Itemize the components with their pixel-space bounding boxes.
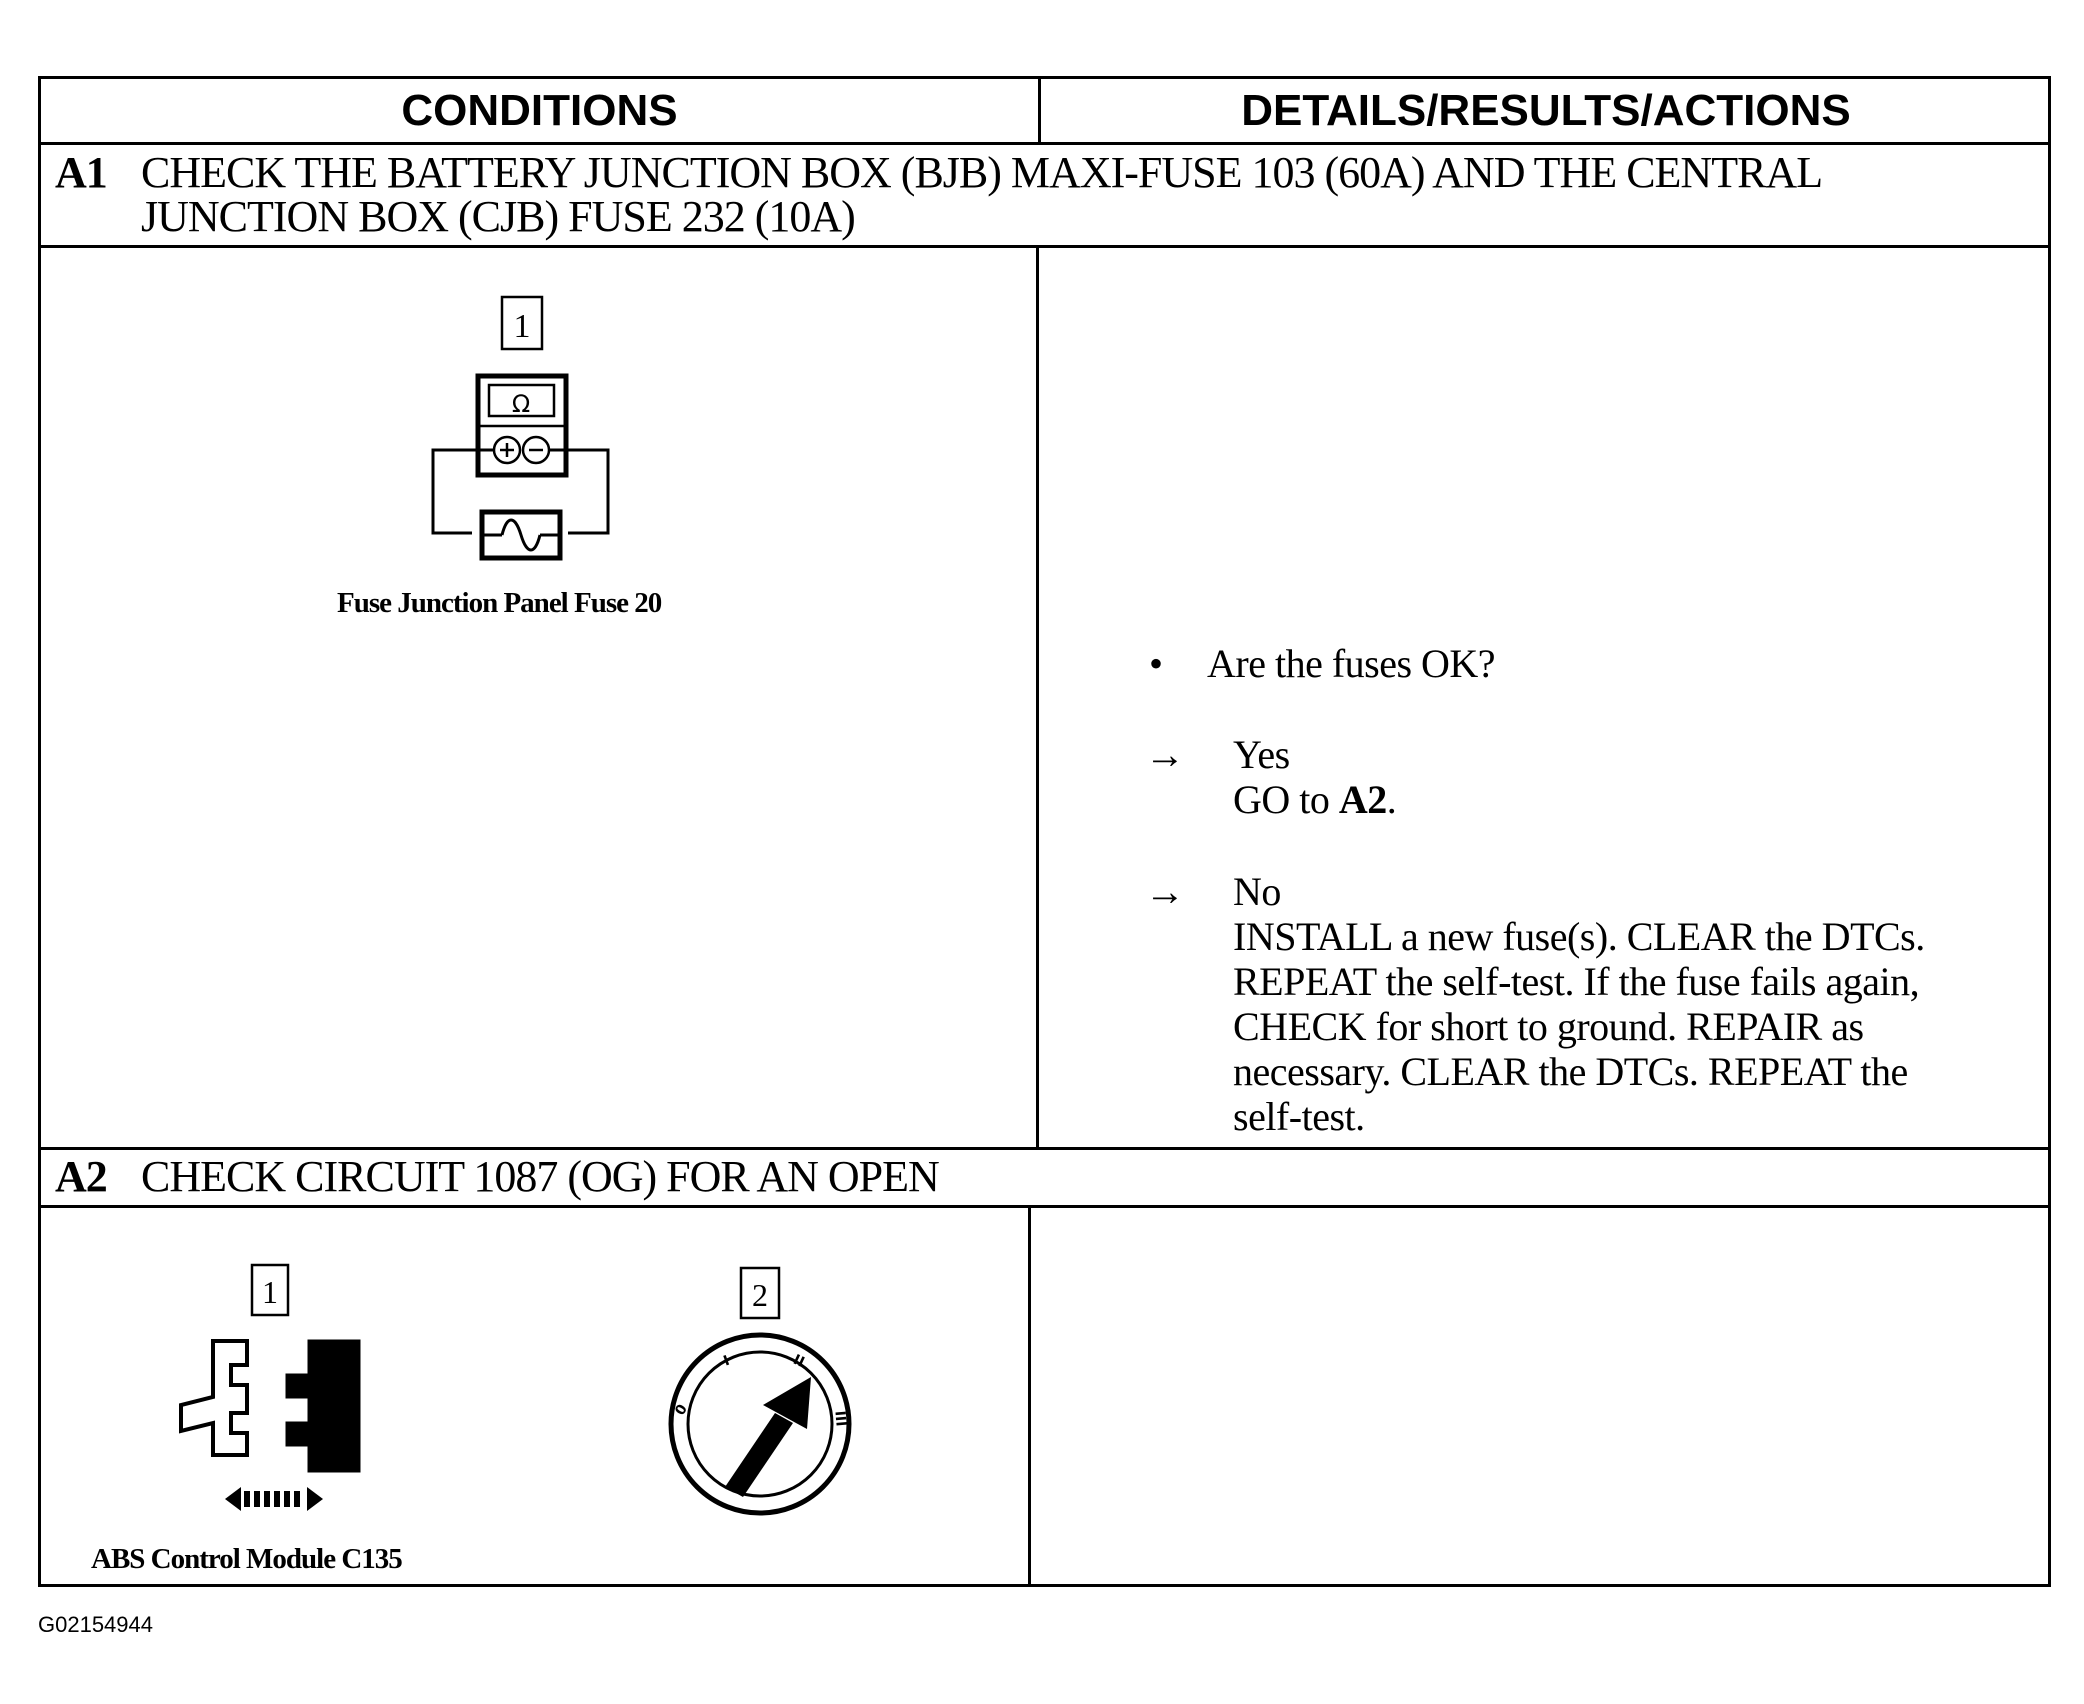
connector-and-switch-diagram (41, 79, 1031, 1584)
question-bullet: • (1149, 641, 1163, 686)
position-2-label: II (790, 1351, 807, 1371)
ignition-switch-icon (671, 1335, 849, 1513)
procedure-table (38, 76, 2051, 1587)
step-a1-id: A1 (55, 148, 107, 197)
ohm-symbol: Ω (511, 390, 531, 418)
connector-disconnect-icon (181, 1341, 359, 1511)
a2-figure-caption: ABS Control Module C135 (91, 1543, 402, 1575)
details-header: DETAILS/RESULTS/ACTIONS (1241, 85, 1851, 135)
yes-label: Yes (1233, 732, 1290, 777)
position-1-label: I (721, 1352, 732, 1370)
step-a2-title: CHECK CIRCUIT 1087 (OG) FOR AN OPEN (141, 1152, 939, 1201)
no-action-line: INSTALL a new fuse(s). CLEAR the DTCs. (1233, 914, 1925, 959)
callout-number: 1 (262, 1274, 278, 1310)
no-label: No (1233, 869, 1281, 914)
callout-box (741, 1268, 779, 1318)
position-3-label: III (831, 1410, 849, 1428)
yes-action-suffix: . (1386, 777, 1397, 822)
yes-action-prefix: GO to (1233, 777, 1339, 822)
yes-arrow: → (1145, 732, 1185, 777)
callout-number: 1 (513, 308, 531, 345)
yes-action-target: A2 (1338, 777, 1387, 822)
figure-id: G02154944 (38, 1612, 153, 1637)
position-0-label: 0 (672, 1401, 691, 1419)
yes-action (1233, 777, 1396, 822)
conditions-header: CONDITIONS (401, 85, 678, 135)
question-text: Are the fuses OK? (1207, 641, 1496, 686)
a1-figure-caption: Fuse Junction Panel Fuse 20 (337, 587, 662, 619)
no-action-line: REPEAT the self-test. If the fuse fails again, (1233, 959, 1920, 1004)
no-action-line: self-test. (1233, 1094, 1365, 1139)
no-action-line: necessary. CLEAR the DTCs. REPEAT the (1233, 1049, 1908, 1094)
callout-box (252, 1265, 288, 1315)
no-action (1233, 914, 2023, 1139)
no-arrow: → (1145, 869, 1185, 914)
no-action-line: CHECK for short to ground. REPAIR as (1233, 1004, 1864, 1049)
step-a1-title: CHECK THE BATTERY JUNCTION BOX (BJB) MAXI-FUSE 103 (60A) AND THE CENTRAL JUNCTION BOX (CJB) FUSE 232 (10A) (141, 148, 1821, 241)
callout-number: 2 (752, 1277, 768, 1313)
step-a2-id: A2 (55, 1152, 107, 1201)
